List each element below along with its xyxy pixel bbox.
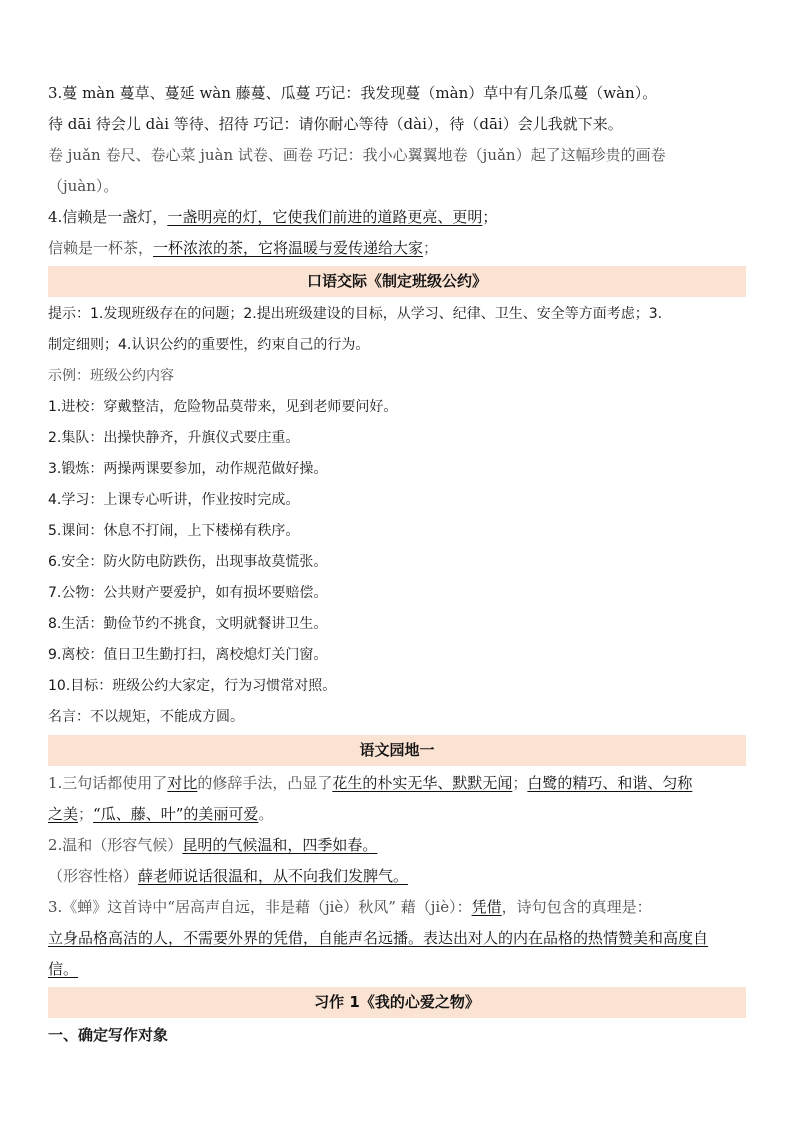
answer-run: 立身品格高洁的人，不需要外界的凭借，自能声名远播。表达出对人的内在品格的热情赞美和高度自	[48, 929, 709, 947]
section-band-chinese-garden: 语文园地一	[48, 735, 746, 766]
text-run: 3.《蝉》这首诗中“居高声自远，非是藉（jiè）秋风” 藉（jiè）：	[48, 898, 472, 916]
trust-tea-line	[48, 233, 746, 264]
polyphone-dai-line: 待 dāi 待会儿 dài 等待、招待 巧记：请你耐心等待（dài），待（dāi）会儿我就下来。	[48, 115, 623, 133]
answer-run: 白鹭的精巧、和谐、匀称	[527, 774, 693, 792]
oral-tip-line-2: 制定细则；4.认识公约的重要性，约束自己的行为。	[48, 337, 370, 353]
answer-run: 昆明的气候温和，四季如春。	[182, 836, 378, 854]
polyphone-man-line: 3.蔓 màn 蔓草、蔓延 wàn 藤蔓、瓜蔓 巧记：我发现蔓（màn）草中有几条瓜蔓（wàn）。	[48, 84, 658, 102]
text-run: 的修辞手法，凸显了	[197, 774, 333, 792]
garden-q2-line-2	[48, 861, 746, 892]
trust-tea-answer: 一杯浓浓的茶，它将温暖与爱传递给大家	[153, 239, 424, 257]
class-rule-item: 1.进校：穿戴整洁，危险物品莫带来，见到老师要问好。	[48, 399, 398, 415]
class-rule-item: 9.离校：值日卫生勤打扫，离校熄灯关门窗。	[48, 647, 328, 663]
oral-example-label: 示例：班级公约内容	[48, 368, 174, 384]
garden-q3-line-1	[48, 892, 746, 923]
text-run: 。	[258, 805, 274, 823]
trust-lamp-suffix: ；	[482, 208, 498, 226]
section-band-oral-communication: 口语交际《制定班级公约》	[48, 266, 746, 297]
class-rule-item: 3.锻炼：两操两课要参加，动作规范做好操。	[48, 461, 328, 477]
class-rule-item: 5.课间：休息不打闹，上下楼梯有秩序。	[48, 523, 300, 539]
answer-run: 凭借	[471, 898, 502, 916]
answer-run: “瓜、藤、叶”	[93, 805, 184, 823]
text-run: ；	[512, 774, 528, 792]
section-band-composition: 习作 1《我的心爱之物》	[48, 987, 746, 1018]
garden-q3-line-2	[48, 923, 746, 954]
polyphone-juan-line-cont: （juàn）。	[48, 177, 119, 195]
text-run: 1.三句话都使用了	[48, 774, 168, 792]
trust-tea-suffix: ；	[423, 239, 439, 257]
motto-line: 名言：不以规矩，不能成方圆。	[48, 709, 244, 725]
trust-tea-prefix: 信赖是一杯茶，	[48, 239, 154, 257]
answer-run: 薛老师说话很温和，从不向我们发脾气。	[138, 867, 409, 885]
answer-run: 信。	[48, 960, 79, 978]
text-run: （形容性格）	[48, 867, 139, 885]
oral-tip-line-1: 提示：1.发现班级存在的问题；2.提出班级建设的目标，从学习、纪律、卫生、安全等方面考虑；3.	[48, 306, 663, 322]
garden-q1-line-1	[48, 768, 746, 799]
text-run: 2.温和（形容气候）	[48, 836, 183, 854]
class-rule-item: 6.安全：防火防电防跌伤，出现事故莫慌张。	[48, 554, 328, 570]
class-rule-item: 8.生活：勤俭节约不挑食，文明就餐讲卫生。	[48, 616, 328, 632]
answer-run: 对比	[167, 774, 198, 792]
content-area	[48, 78, 746, 1050]
class-rule-item: 10.目标：班级公约大家定，行为习惯常对照。	[48, 678, 337, 694]
garden-q3-line-3	[48, 954, 746, 985]
garden-q1-line-2	[48, 799, 746, 830]
class-rule-item: 2.集队：出操快静齐，升旗仪式要庄重。	[48, 430, 300, 446]
trust-lamp-line	[48, 202, 746, 233]
composition-heading: 一、确定写作对象	[48, 1026, 169, 1044]
answer-run: 的美丽可爱	[183, 805, 259, 823]
answer-run: 之美	[48, 805, 79, 823]
text-run: ；	[78, 805, 94, 823]
trust-lamp-prefix: 4.信赖是一盏灯，	[48, 208, 168, 226]
answer-run: 花生的朴实无华、默默无闻	[332, 774, 513, 792]
garden-q2-line-1	[48, 830, 746, 861]
trust-lamp-answer: 一盏明亮的灯，它使我们前进的道路更亮、更明	[167, 208, 483, 226]
polyphone-juan-line: 卷 juǎn 卷尺、卷心菜 juàn 试卷、画卷 巧记：我小心翼翼地卷（juǎn）起了这幅珍贵的画卷	[48, 146, 666, 164]
class-rule-item: 4.学习：上课专心听讲，作业按时完成。	[48, 492, 300, 508]
class-rule-item: 7.公物：公共财产要爱护，如有损坏要赔偿。	[48, 585, 328, 601]
text-run: ，诗句包含的真理是：	[501, 898, 652, 916]
